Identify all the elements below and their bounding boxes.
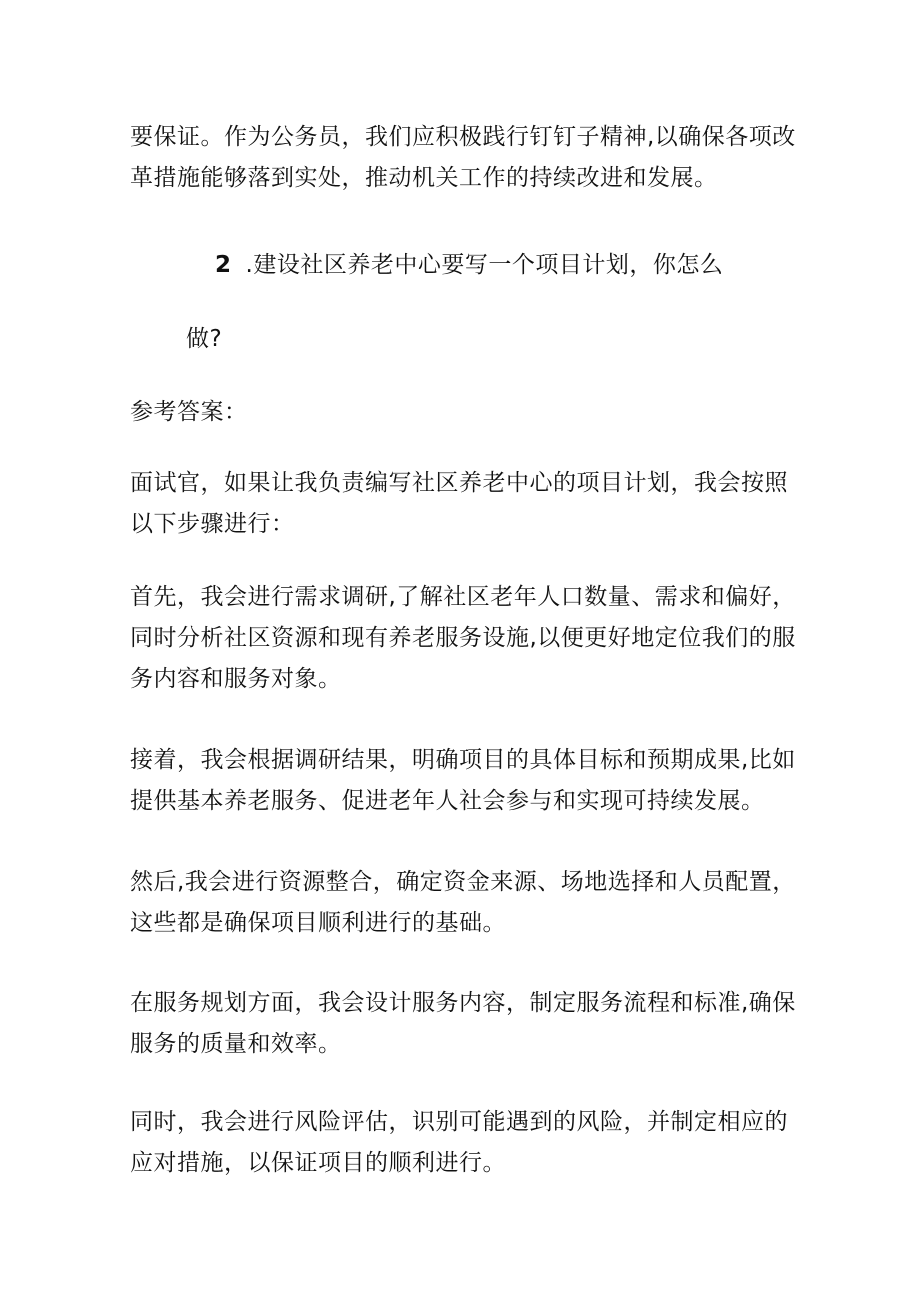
answer-label: 参考答案： — [130, 399, 248, 425]
answer-paragraph: 同时，我会进行风险评估，识别可能遇到的风险，并制定相应的应对措施，以保证项目的顺利进行。 — [130, 1109, 788, 1176]
question-heading — [215, 245, 723, 286]
answer-paragraph: 面试官，如果让我负责编写社区养老中心的项目计划，我会按照以下步骤进行： — [130, 470, 788, 537]
answer-paragraph: 在服务规划方面，我会设计服务内容，制定服务流程和标准,确保服务的质量和效率。 — [130, 990, 796, 1057]
intro-paragraph: 要保证。作为公务员，我们应积极践行钉钉子精神,以确保各项改革措施能够落到实处，推动机关工作的持续改进和发展。 — [130, 124, 796, 191]
answer-paragraph: 接着，我会根据调研结果，明确项目的具体目标和预期成果,比如提供基本养老服务、促进老年人社会参与和实现可持续发展。 — [130, 747, 796, 814]
question-text-line2: 做? — [186, 326, 223, 352]
answer-paragraph: 然后,我会进行资源整合，确定资金来源、场地选择和人员配置，这些都是确保项目顺利进行的基础。 — [130, 869, 796, 936]
question-number: 2 — [215, 252, 232, 278]
answer-paragraph: 首先，我会进行需求调研,了解社区老年人口数量、需求和偏好，同时分析社区资源和现有养老服务设施,以便更好地定位我们的服务内容和服务对象。 — [130, 584, 796, 692]
question-text-line1: .建设社区养老中心要写一个项目计划，你怎么 — [245, 252, 724, 278]
